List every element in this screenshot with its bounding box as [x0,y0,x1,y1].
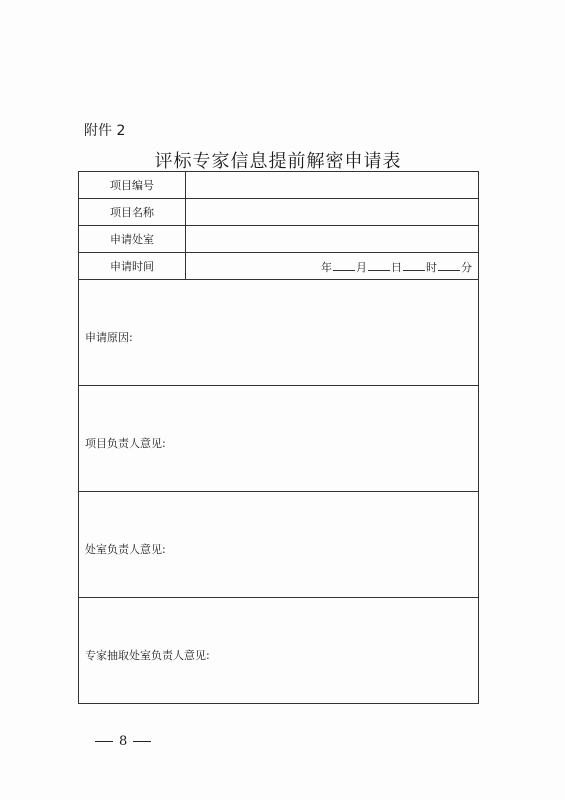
form-block-expert-office-lead [79,598,479,704]
time-fill-in [321,259,472,275]
project-number-field[interactable] [186,172,479,199]
page-number-value: 8 [119,734,128,749]
page-number [95,734,151,749]
month-blank[interactable] [333,260,355,271]
project-lead-opinion-area[interactable] [79,386,479,492]
form-row-application-time [79,253,479,280]
form-row-project-number [79,172,479,199]
application-time-field[interactable] [186,253,479,280]
form-row-applying-office [79,226,479,253]
applying-office-label: 申请处室 [79,226,186,253]
form-block-project-lead [79,386,479,492]
application-form-table [78,171,479,704]
expert-office-lead-opinion-area[interactable] [79,598,479,704]
month-unit: 月 [356,261,367,274]
left-dash [95,741,113,742]
year-unit: 年 [321,261,332,274]
office-lead-opinion-area[interactable] [79,492,479,598]
application-time-label: 申请时间 [79,253,186,280]
form-title: 评标专家信息提前解密申请表 [154,151,402,172]
reason-area[interactable] [79,280,479,386]
attachment-label: 附件 2 [84,123,126,139]
applying-office-field[interactable] [186,226,479,253]
form-block-reason [79,280,479,386]
project-lead-opinion-label: 项目负责人意见: [85,437,166,450]
project-name-label: 项目名称 [79,199,186,226]
day-blank[interactable] [368,260,390,271]
expert-office-lead-opinion-label: 专家抽取处室负责人意见: [85,649,210,662]
form-block-office-lead [79,492,479,598]
hour-unit: 时 [426,261,437,274]
project-name-field[interactable] [186,199,479,226]
right-dash [133,741,151,742]
minute-blank[interactable] [438,260,460,271]
day-unit: 日 [391,261,402,274]
form-row-project-name [79,199,479,226]
reason-label: 申请原因: [85,331,133,344]
hour-blank[interactable] [403,260,425,271]
project-number-label: 项目编号 [79,172,186,199]
minute-unit: 分 [461,261,472,274]
office-lead-opinion-label: 处室负责人意见: [85,543,166,556]
